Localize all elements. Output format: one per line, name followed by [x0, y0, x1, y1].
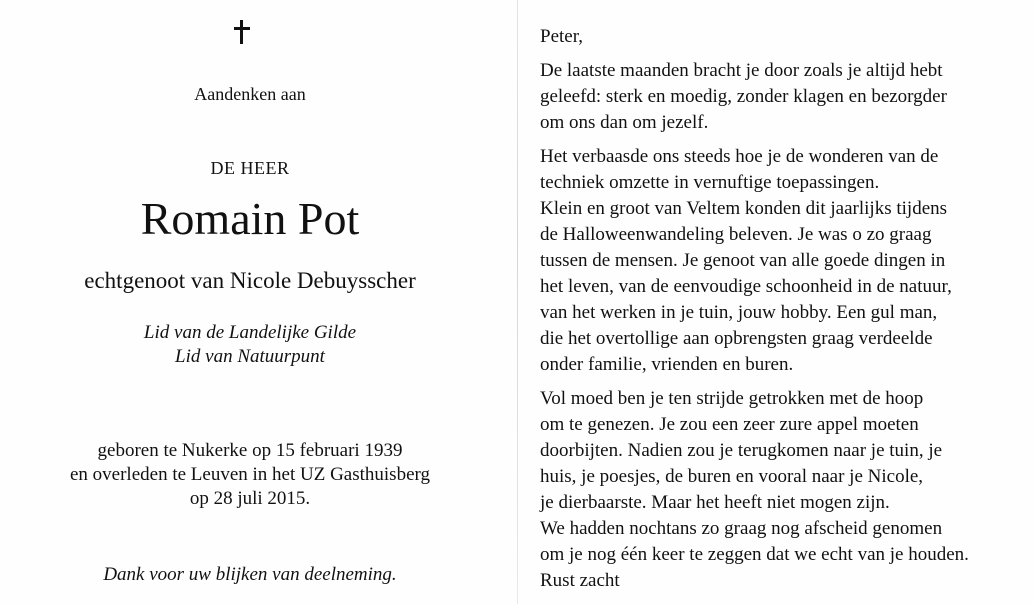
text-line: huis, je poesjes, de buren en vooral naar je Nicole,: [540, 466, 924, 487]
text-line: Rust zacht: [540, 570, 620, 591]
text-line: om te genezen. Je zou een zeer zure appel moeten: [540, 414, 919, 435]
born-line-1: geboren te Nukerke op 15 februari 1939: [97, 440, 403, 461]
membership-1: Lid van de Landelijke Gilde: [143, 322, 357, 343]
right-panel: [540, 0, 1020, 604]
text-line: van het werken in je tuin, jouw hobby. Een gul man,: [540, 302, 938, 323]
text-line: We hadden nochtans zo graag nog afscheid genomen: [540, 518, 943, 539]
cross-icon: [232, 20, 252, 44]
born-line-2: en overleden te Leuven in het UZ Gasthuisberg: [69, 464, 430, 485]
text-line: geleefd: sterk en moedig, zonder klagen en bezorgder: [540, 86, 947, 107]
text-line: Peter,: [540, 26, 584, 47]
text-line: doorbijten. Nadien zou je terugkomen naar je tuin, je: [540, 440, 943, 461]
text-line: techniek omzette in vernuftige toepassingen.: [540, 172, 880, 193]
membership-2: Lid van Natuurpunt: [175, 346, 325, 367]
text-line: om ons dan om jezelf.: [540, 112, 709, 133]
fold-line: [517, 0, 518, 604]
text-line: de Halloweenwandeling beleven. Je was o zo graag: [540, 224, 932, 245]
text-line: onder familie, vrienden en buren.: [540, 354, 794, 375]
deceased-name: Romain Pot: [140, 193, 360, 244]
text-line: die het overtollige aan opbrengsten graag verdeelde: [540, 328, 933, 349]
text-line: Klein en groot van Veltem konden dit jaarlijks tijdens: [540, 198, 948, 219]
born-line-3: op 28 juli 2015.: [189, 488, 311, 509]
spouse-text: echtgenoot van Nicole Debuysscher: [84, 268, 416, 293]
text-line: je dierbaarste. Maar het heeft niet mogen zijn.: [540, 492, 890, 513]
aandenken-text: Aandenken aan: [194, 84, 306, 104]
text-line: Vol moed ben je ten strijde getrokken met de hoop: [540, 388, 924, 409]
thanks-text: Dank voor uw blijken van deelneming.: [103, 564, 397, 585]
text-line: De laatste maanden bracht je door zoals je altijd hebt: [540, 60, 943, 81]
text-line: het leven, van de eenvoudige schoonheid in de natuur,: [540, 276, 952, 297]
text-line: Het verbaasde ons steeds hoe je de wonderen van de: [540, 146, 939, 167]
text-line: tussen de mensen. Je genoot van alle goede dingen in: [540, 250, 946, 271]
text-line: om je nog één keer te zeggen dat we echt van je houden.: [540, 544, 969, 565]
title-text: DE HEER: [210, 158, 290, 178]
